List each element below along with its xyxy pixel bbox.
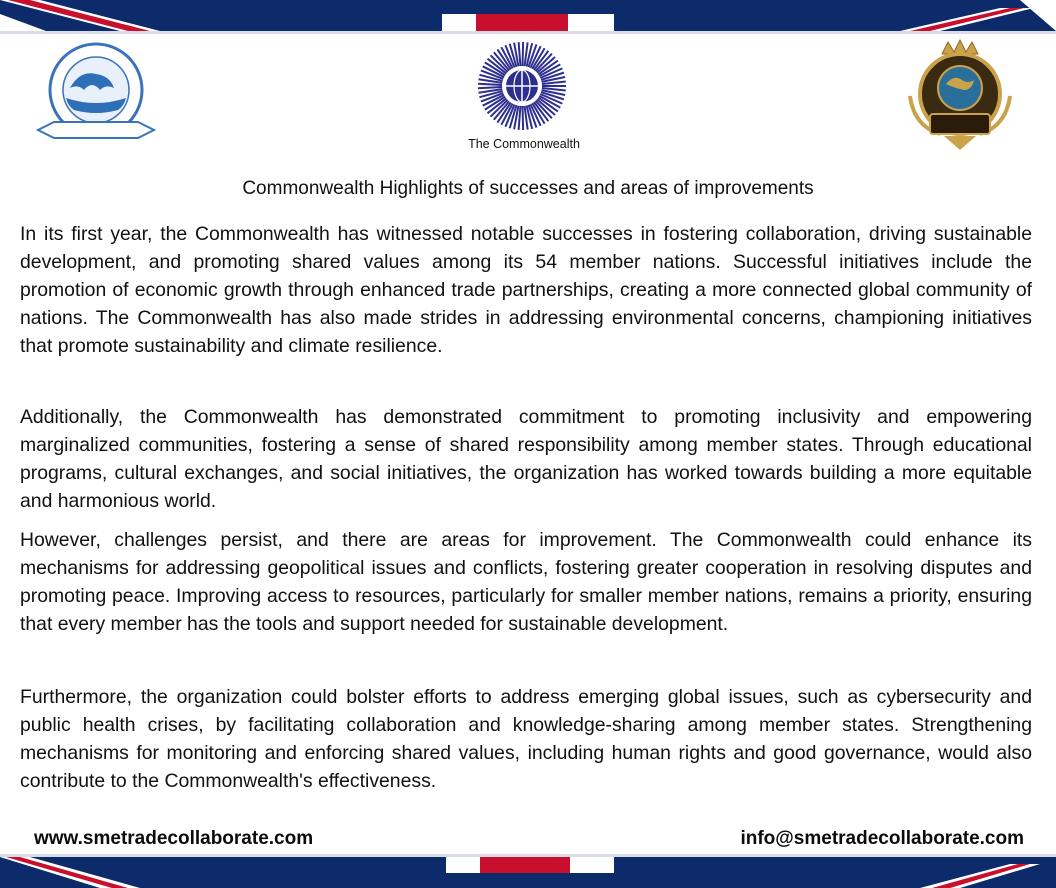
top-flag-band xyxy=(0,0,1056,34)
emblem-ray xyxy=(519,42,521,66)
website-link[interactable]: www.smetradecollaborate.com xyxy=(34,828,314,849)
paragraph-emerging-issues: Furthermore, the organization could bolster efforts to address emerging global issues, such as cybersecurity and public health crises, by facilitating collaboration and knowledge-sharing among member states. Strengthening mechanisms for monitoring and enforcing shared values, including human rights and good governance, would also contribute to the Commonwealth's effectiveness. xyxy=(20,686,1032,792)
global-smes-logo xyxy=(30,38,162,154)
document-title: Commonwealth Highlights of successes and areas of improvements xyxy=(242,178,814,199)
emblem-ray xyxy=(523,42,524,66)
emblem-ray xyxy=(519,106,521,130)
commonwealth-emblem xyxy=(474,38,570,134)
email-link[interactable]: info@smetradecollaborate.com xyxy=(740,828,1024,849)
emblem-ray xyxy=(523,106,524,130)
paragraph-successes: In its first year, the Commonwealth has witnessed notable successes in fostering collaboration, driving sustainable development, and promoting shared values among its 54 member nations. Successful initiatives include the promotion of economic growth through enhanced trade partnerships, creating a more connected global community of nations. The Commonwealth has also made strides in addressing environmental concerns, championing initiatives that promote sustainability and climate resilience. xyxy=(20,223,1032,357)
sme-club-logo xyxy=(904,36,1016,156)
emblem-ray xyxy=(478,84,502,85)
emblem-ray xyxy=(478,87,502,88)
paragraph-challenges: However, challenges persist, and there are areas for improvement. The Commonwealth could enhance its mechanisms for addressing geopolitical issues and conflicts, fostering greater cooperation in resolving disputes and promoting peace. Improving access to resources, particularly for smaller member nations, remains a priority, ensuring that every member has the tools and support needed for sustainable development. xyxy=(20,529,1032,635)
commonwealth-caption: The Commonwealth xyxy=(468,137,580,151)
bottom-flag-band xyxy=(0,854,1056,888)
paragraph-inclusivity: Additionally, the Commonwealth has demonstrated commitment to promoting inclusivity and empowering marginalized communities, fostering a sense of shared responsibility among member states. Through educational programs, cultural exchanges, and social initiatives, the organization has worked towards building a more equitable and harmonious world. xyxy=(20,406,1032,512)
